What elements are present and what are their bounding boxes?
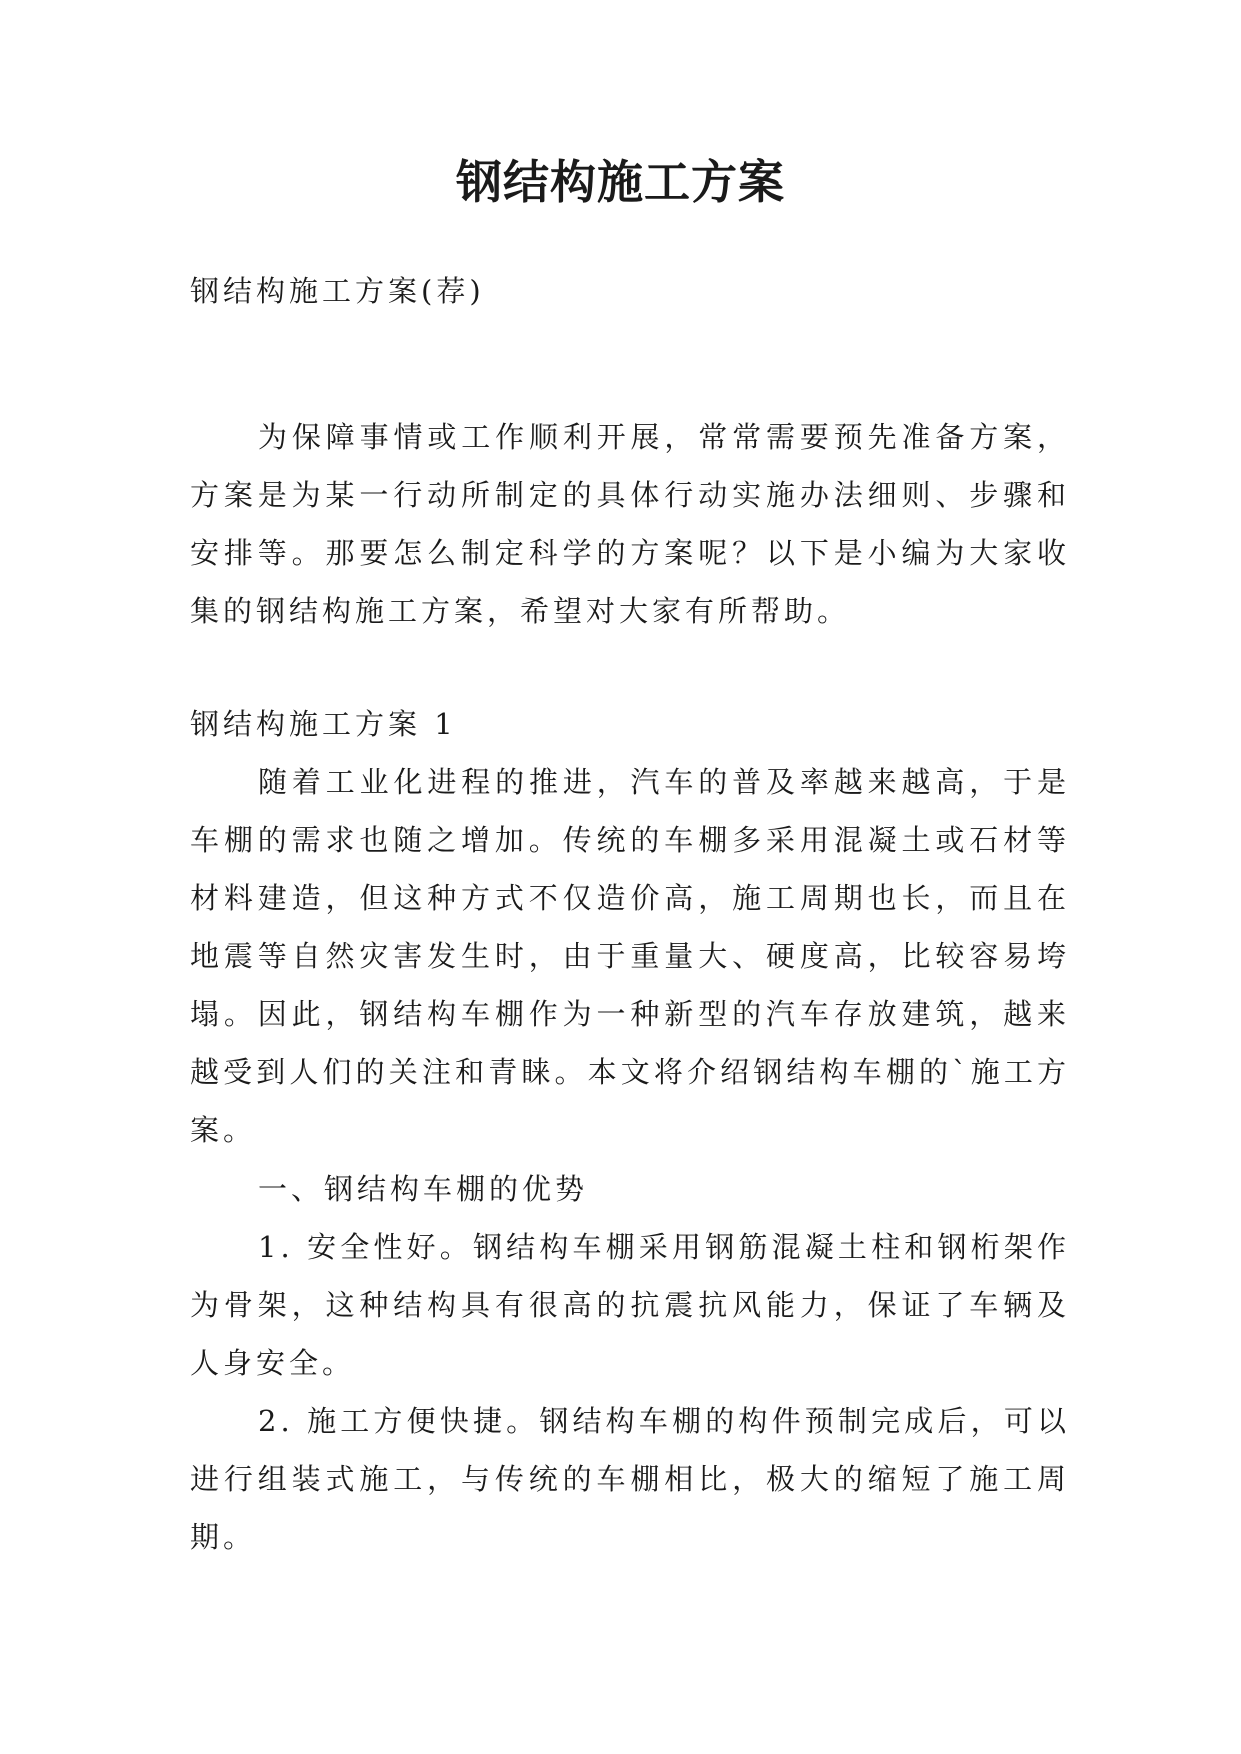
advantage-item-1: 1. 安全性好。钢结构车棚采用钢筋混凝土柱和钢桁架作为骨架，这种结构具有很高的抗震抗风能力，保证了车辆及人身安全。 bbox=[190, 1230, 1070, 1380]
section-paragraph: 随着工业化进程的推进，汽车的普及率越来越高，于是车棚的需求也随之增加。传统的车棚多采用混凝土或石材等材料建造，但这种方式不仅造价高，施工周期也长，而且在地震等自然灾害发生时，由于重量大、硬度高，比较容易垮塌。因此，钢结构车棚作为一种新型的汽车存放建筑，越来越受到人们的关注和青睐。本文将介绍钢结构车棚的`施工方案。 bbox=[190, 765, 1070, 1147]
section-heading: 钢结构施工方案 1 bbox=[190, 707, 457, 741]
document-subtitle: 钢结构施工方案(荐) bbox=[190, 274, 485, 308]
advantage-item-2: 2. 施工方便快捷。钢结构车棚的构件预制完成后，可以进行组装式施工，与传统的车棚相比，极大的缩短了施工周期。 bbox=[190, 1404, 1070, 1554]
advantages-heading: 一、钢结构车棚的优势 bbox=[258, 1172, 589, 1206]
intro-paragraph: 为保障事情或工作顺利开展，常常需要预先准备方案，方案是为某一行动所制定的具体行动实施办法细则、步骤和安排等。那要怎么制定科学的方案呢？以下是小编为大家收集的钢结构施工方案，希望对大家有所帮助。 bbox=[190, 420, 1070, 628]
document-title: 钢结构施工方案 bbox=[456, 155, 785, 209]
